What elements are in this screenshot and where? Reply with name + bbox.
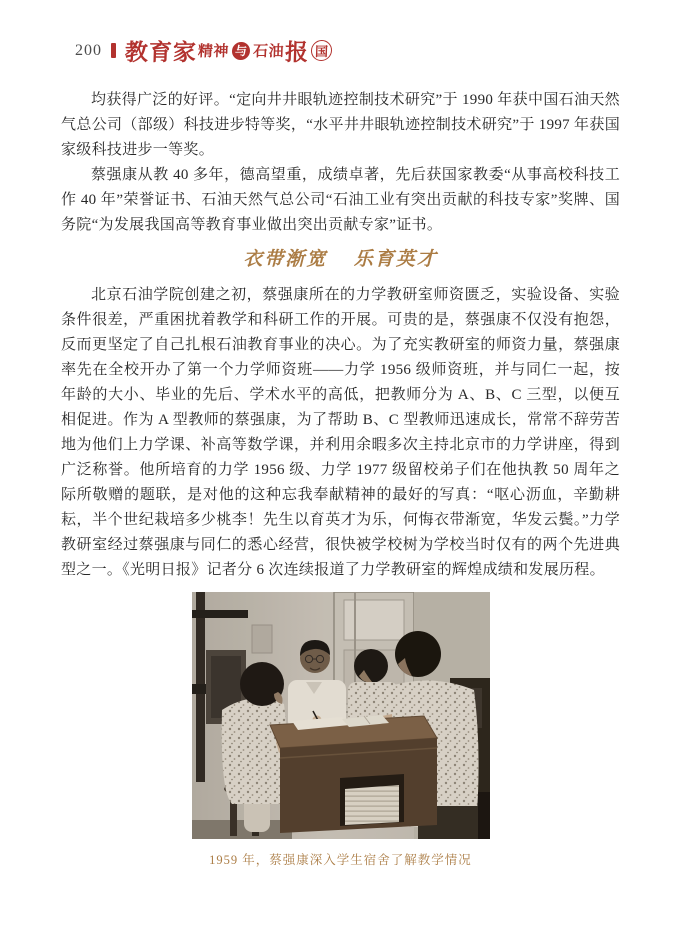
logo-text-jiaoyujia: 教育家 [124, 40, 198, 65]
photo-figure [61, 592, 620, 869]
historical-photo-svg [192, 592, 490, 839]
logo-text-shiyou: 石油 [252, 44, 285, 60]
section-title-left: 衣带渐宽 [243, 249, 328, 270]
photo-caption: 1959 年，蔡强康深入学生宿舍了解教学情况 [209, 853, 472, 867]
paragraph-awards: 均获得广泛的好评。“定向井井眼轨迹控制技术研究”于 1990 年获中国石油天然气总公司（部级）科技进步特等奖，“水平井井眼轨迹控制技术研究”于 1997 年获国家级科技进步一等奖。 [61, 92, 620, 158]
header-divider-bar [111, 43, 116, 58]
section-title-right: 乐育英才 [353, 249, 438, 270]
logo-circle-yu: 与 [232, 42, 251, 60]
paragraph-honors: 蔡强康从教 40 多年，德高望重，成绩卓著，先后获国家教委“从事高校科技工作 40 年”荣誉证书、石油天然气总公司“石油工业有突出贡献的科技专家”奖牌、国务院“为发展我国高等教育事业做出突出贡献专家”证书。 [61, 167, 620, 233]
historical-photo [192, 592, 490, 839]
page-header [75, 34, 332, 67]
logo-text-bao: 报 [284, 40, 310, 65]
page-content [61, 88, 620, 869]
photo-sepia-overlay [192, 592, 490, 839]
section-title [61, 247, 620, 273]
book-title-logo [124, 34, 332, 67]
logo-text-jingshen: 精神 [197, 44, 230, 60]
paragraph-mechanics-group: 北京石油学院创建之初，蔡强康所在的力学教研室师资匮乏，实验设备、实验条件很差，严重困扰着教学和科研工作的开展。可贵的是，蔡强康不仅没有抱怨，反而更坚定了自己扎根石油教育事业的决心。为了充实教研室的师资力量，蔡强康率先在全校开办了第一个力学师资班——力学 1956 级师资班，并与同仁一起，按年龄的大小、毕业的先后、学术水平的高低，把教师分为 A、B、C 三型，以便互相促进。作为 A 型教师的蔡强康，为了帮助 B、C 型教师迅速成长，常常不辞劳苦地为他们上力学课、补高等数学课，并利用余暇多次主持北京市的力学讲座，得到广泛称誉。他所培育的力学 1956 级、力学 1977 级留校弟子们在他执教 50 周年之际所敬赠的题联，是对他的这种忘我奉献精神的最好的写真：“呕心沥血，辛勤耕耘，半个世纪栽培多少桃李！先生以育英才为乐，何悔衣带渐宽，华发云鬓。”力学教研室经过蔡强康与同仁的悉心经营，很快被学校树为学校当时仅有的两个先进典型之一。《光明日报》记者分 6 次连续报道了力学教研室的辉煌成绩和发展历程。 [61, 287, 620, 578]
logo-circle-guo: 国 [311, 40, 333, 61]
page-number: 200 [75, 41, 102, 59]
